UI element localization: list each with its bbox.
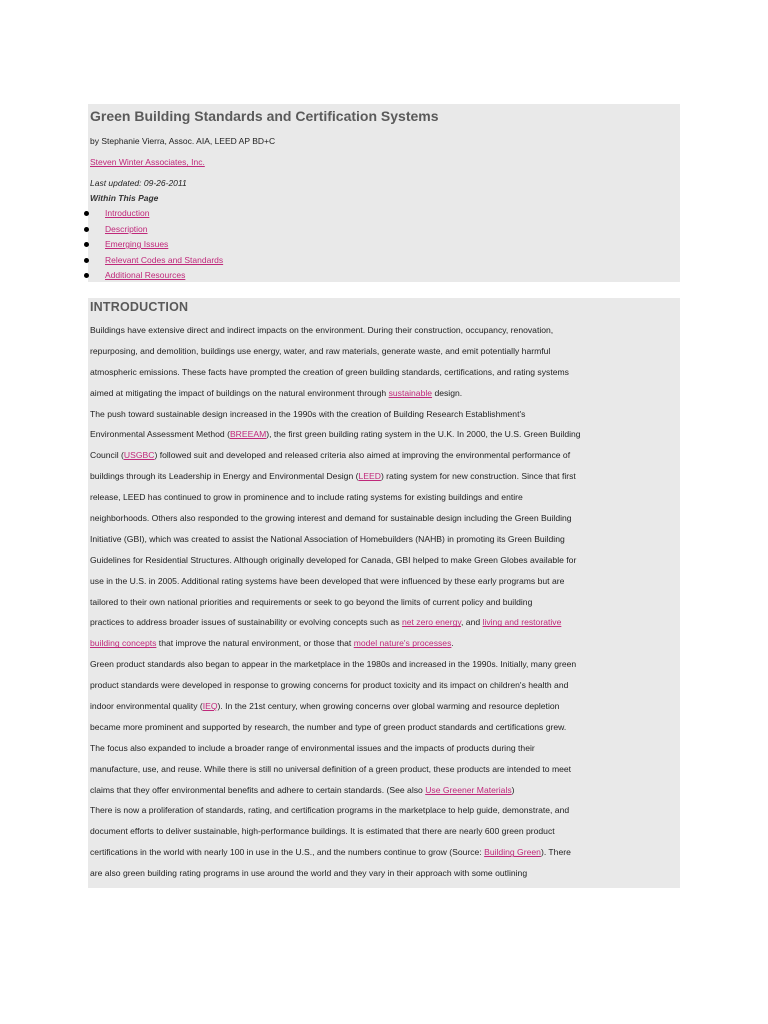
body-text-segment: neighborhoods. Others also responded to the growing interest and demand for sustainable design including the Green Building: [90, 513, 572, 524]
body-line: [90, 466, 678, 487]
body-text-segment: product standards were developed in response to growing concerns for product toxicity and its impact on children's health and: [90, 680, 569, 691]
body-line: [90, 717, 678, 738]
body-line: [90, 612, 678, 633]
body-line: [90, 780, 678, 801]
body-text-segment: design.: [432, 387, 463, 398]
body-line: [90, 362, 678, 383]
body-line: [90, 571, 678, 592]
body-text-segment: Initiative (GBI), which was created to assist the National Association of Homebuilders (NAHB) in promoting its Green Building: [90, 533, 565, 544]
inline-link[interactable]: model nature's processes: [353, 638, 452, 649]
body-text-segment: practices to address broader issues of sustainability or evolving concepts such as: [90, 617, 402, 628]
body-line: [90, 821, 678, 842]
body-line: [90, 842, 678, 863]
toc-link-codes-standards[interactable]: Relevant Codes and Standards: [105, 254, 224, 265]
body-text-segment: , and: [461, 617, 483, 628]
body-text-segment: The push toward sustainable design increased in the 1990s with the creation of Building Research Establishment's: [90, 408, 526, 419]
toc-link-emerging-issues[interactable]: Emerging Issues: [105, 239, 169, 249]
inline-link[interactable]: IEQ: [202, 701, 218, 712]
inline-link[interactable]: building concepts: [90, 638, 157, 649]
body-line: [90, 424, 678, 445]
body-line: [90, 675, 678, 696]
inline-link[interactable]: net zero energy: [401, 617, 462, 628]
body-text-segment: .: [451, 638, 454, 649]
inline-link[interactable]: living and restorative: [482, 617, 562, 628]
body-line: [90, 863, 678, 884]
body-line: [90, 404, 678, 425]
body-line: [90, 445, 678, 466]
body-text-segment: ) rating system for new construction. Since that first: [380, 471, 576, 482]
body-text-segment: Guidelines for Residential Structures. Although originally developed for Canada, GBI helped to make Green Globes available for: [90, 554, 577, 565]
body-text-segment: aimed at mitigating the impact of buildings on the natural environment through: [90, 387, 389, 398]
body-text-segment: ), the first green building rating system in the U.K. In 2000, the U.S. Green Building: [266, 429, 581, 440]
body-line: [90, 383, 678, 404]
section-heading: INTRODUCTION: [90, 300, 189, 314]
bullet-icon: [84, 242, 89, 247]
body-text-segment: became more prominent and supported by research, the number and type of green product standards and certifications grew.: [90, 721, 567, 732]
inline-link[interactable]: sustainable: [388, 387, 433, 398]
body-text-segment: Council (: [90, 450, 124, 461]
body-text-segment: certifications in the world with nearly 100 in use in the U.S., and the numbers continue to grow (Source:: [90, 847, 485, 858]
toc-link-introduction[interactable]: Introduction: [105, 208, 150, 218]
body-text-segment: Environmental Assessment Method (: [90, 429, 230, 440]
page-title: Green Building Standards and Certification Systems: [90, 108, 439, 124]
body-line: [90, 320, 678, 341]
body-text-segment: ). There: [540, 847, 571, 858]
article-header: [88, 104, 680, 282]
inline-link[interactable]: BREEAM: [229, 429, 267, 440]
author-byline: by Stephanie Vierra, Assoc. AIA, LEED AP BD+C: [90, 136, 276, 146]
body-text-segment: The focus also expanded to include a broader range of environmental issues and the impacts of products during their: [90, 742, 535, 753]
inline-link[interactable]: Use Greener Materials: [425, 784, 512, 795]
body-text-segment: tailored to their own national priorities and requirements or seek to go beyond the limits of current policy and building: [90, 596, 533, 607]
within-page-label: Within This Page: [90, 193, 159, 203]
body-line: [90, 341, 678, 362]
body-text-segment: indoor environmental quality (: [90, 701, 203, 712]
body-text-segment: ) followed suit and developed and released criteria also aimed at improving the environmental performance of: [154, 450, 571, 461]
body-text-segment: claims that they offer environmental benefits and adhere to certain standards. (See also: [90, 784, 426, 795]
toc-link-additional-resources[interactable]: Additional Resources: [105, 270, 186, 280]
body-text-segment: Green product standards also began to appear in the marketplace in the 1980s and increased in the 1990s. Initially, many green: [90, 659, 577, 670]
bullet-icon: [84, 258, 89, 263]
body-text-segment: ). In the 21st century, when growing concerns over global warming and resource depletion: [217, 701, 560, 712]
body-text-segment: repurposing, and demolition, buildings use energy, water, and raw materials, generate waste, and emit potentially harmful: [90, 345, 551, 356]
toc-link-description[interactable]: Description: [105, 223, 148, 234]
last-updated: Last updated: 09-26-2011: [90, 178, 187, 188]
body-text-segment: manufacture, use, and reuse. While there is still no universal definition of a green product, these products are intended to meet: [90, 763, 572, 774]
bullet-icon: [84, 227, 89, 232]
article-body: [90, 320, 678, 884]
body-line: [90, 529, 678, 550]
body-text-segment: are also green building rating programs in use around the world and they vary in their approach with some outlining: [90, 868, 528, 879]
body-line: [90, 738, 678, 759]
body-line: [90, 550, 678, 571]
body-line: [90, 592, 678, 613]
body-text-segment: that improve the natural environment, or those that: [156, 638, 354, 649]
body-line: [90, 696, 678, 717]
introduction-section: [88, 298, 680, 888]
body-line: [90, 508, 678, 529]
inline-link[interactable]: USGBC: [123, 450, 155, 461]
body-line: [90, 800, 678, 821]
body-text-segment: buildings through its Leadership in Energy and Environmental Design (: [90, 471, 359, 482]
body-text-segment: document efforts to deliver sustainable, high-performance buildings. It is estimated that there are nearly 600 green product: [90, 826, 555, 837]
bullet-icon: [84, 273, 89, 278]
body-line: [90, 759, 678, 780]
organization-link[interactable]: Steven Winter Associates, Inc.: [90, 157, 205, 167]
body-line: [90, 633, 678, 654]
inline-link[interactable]: Building Green: [484, 847, 541, 858]
body-line: [90, 487, 678, 508]
inline-link[interactable]: LEED: [358, 471, 381, 482]
body-text-segment: ): [511, 784, 515, 795]
body-text-segment: Buildings have extensive direct and indirect impacts on the environment. During their construction, occupancy, renovation,: [90, 325, 554, 335]
body-line: [90, 654, 678, 675]
bullet-icon: [84, 211, 89, 216]
body-text-segment: use in the U.S. in 2005. Additional rating systems have been developed that were influenced by these early programs but are: [90, 575, 565, 586]
body-text-segment: There is now a proliferation of standards, rating, and certification programs in the marketplace to help guide, demonstrate, and: [90, 805, 570, 816]
body-text-segment: atmospheric emissions. These facts have prompted the creation of green building standards, certifications, and rating systems: [90, 366, 569, 377]
body-text-segment: release, LEED has continued to grow in prominence and to include rating systems for existing buildings and entire: [90, 492, 523, 503]
